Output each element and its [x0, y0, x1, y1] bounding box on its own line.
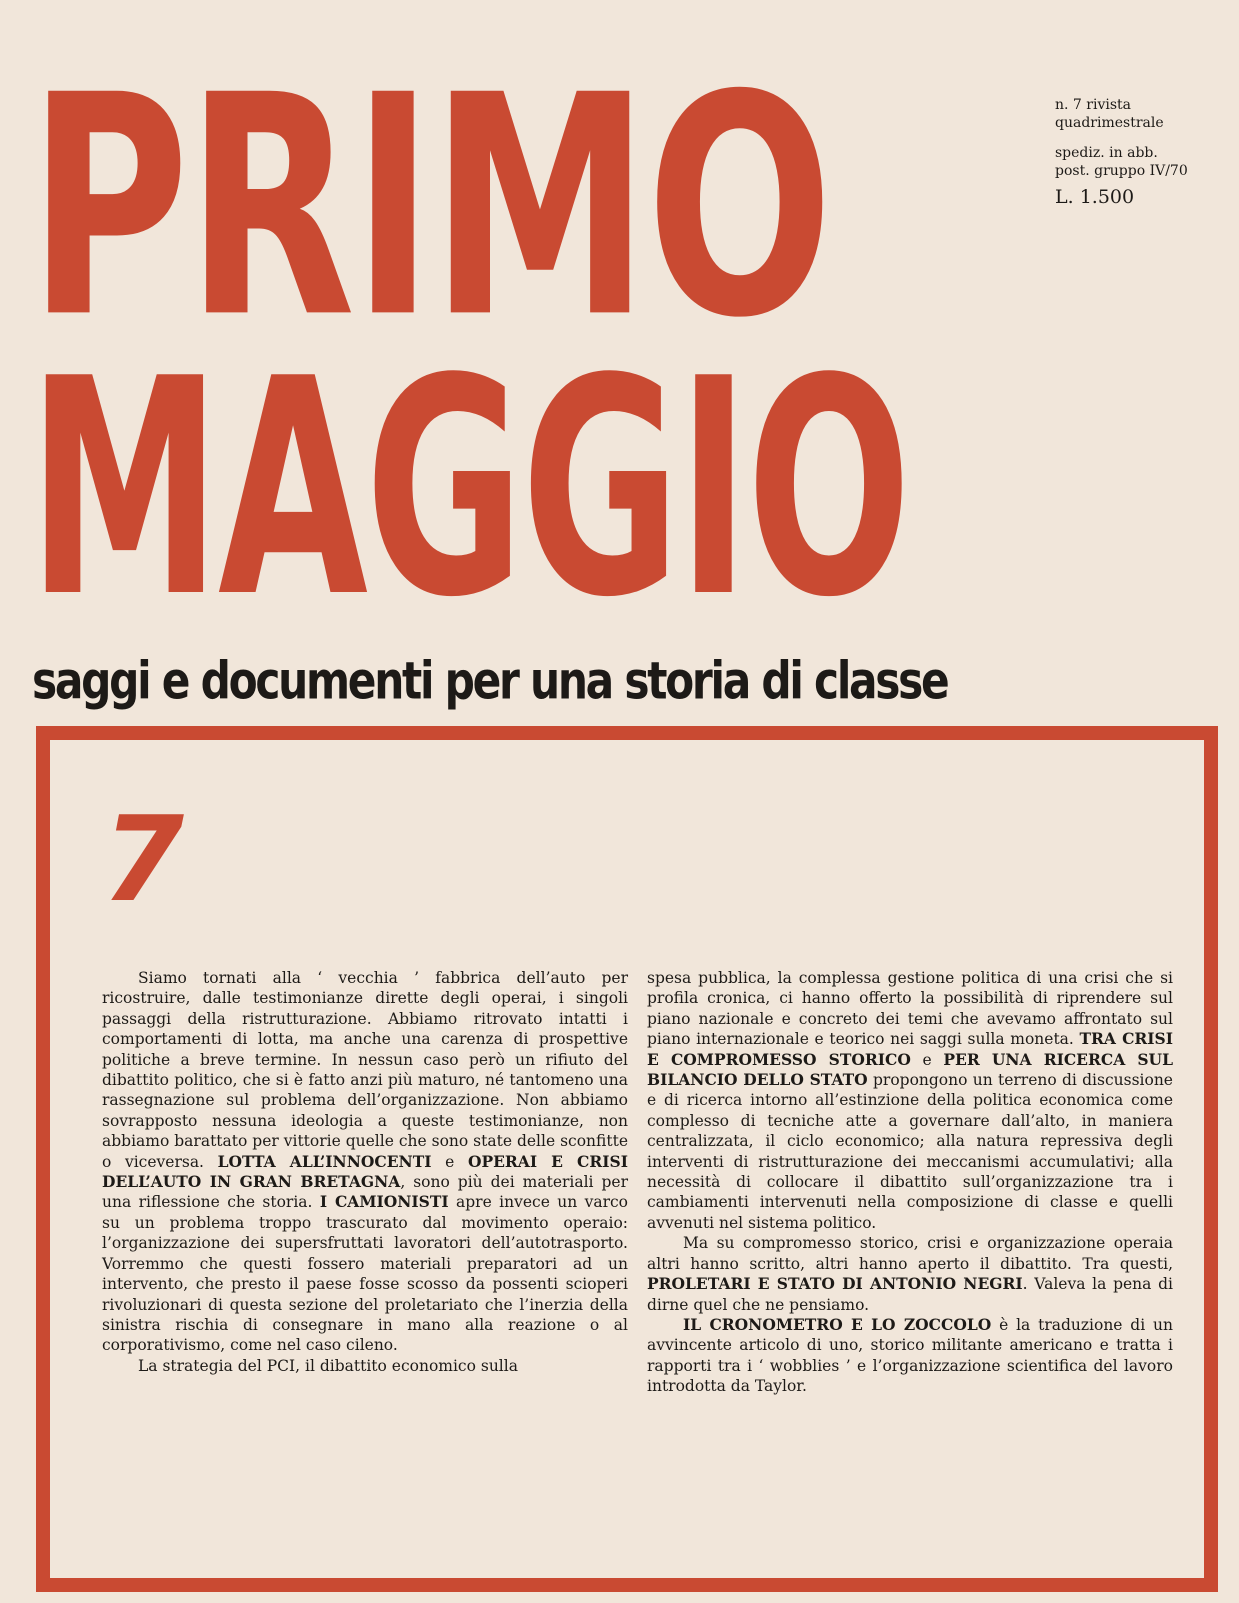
text-run: , sono più dei materiali per una riflessione che storia. [102, 1173, 628, 1212]
paragraph [102, 968, 628, 1356]
text-run: spesa pubblica, la complessa gestione politica di una crisi che si profila cronica, ci hanno offerto la possibilità di riprendere sul piano nazionale e concreto dei temi che avevamo affrontato sul piano internazionale e teorico nei saggi sulla moneta. [647, 969, 1173, 1049]
masthead-title-primo: PRIMO [28, 30, 830, 385]
paragraph [647, 968, 1173, 1233]
content-frame [36, 726, 1218, 1592]
postal-line-1: spediz. in abb. [1055, 145, 1158, 161]
article-title: OPERAI E CRISI DELL’AUTO IN GRAN BRETAGNA [102, 1151, 628, 1192]
masthead-subtitle: saggi e documenti per una storia di classe [32, 650, 948, 711]
text-column-left [102, 968, 628, 1376]
paragraph: La strategia del PCI, il dibattito economico sulla [138, 1356, 518, 1375]
text-column-right [647, 968, 1173, 1397]
price: L. 1.500 [1055, 186, 1135, 208]
paragraph [647, 1315, 1173, 1397]
article-title: PER UNA RICERCA SUL BILANCIO DELLO STATO [647, 1049, 1173, 1090]
issue-number: 7 [102, 790, 185, 928]
postal-line-2: post. gruppo IV/70 [1055, 163, 1188, 179]
article-title: I CAMIONISTI [319, 1192, 449, 1212]
text-run: è la traduzione di un avvincente articolo di uno, storico militante americano e tratta i rapporti tra i ‘ wobblies ’ e l’organizzazione scientifica del lavoro introdotta da Taylor. [647, 1315, 1173, 1396]
text-run: apre invece un varco su un problema troppo trascurato dal movimento operaio: l’organizzazione dei supersfruttati lavoratori dell’autotrasporto. Vorremmo che questi fossero materiali preparatori ad un intervento, che presto il paese fosse scosso da possenti scioperi rivoluzionari di questa sezione del proletariato che l’inerzia della sinistra rischia di consegnare in mano alla reazione o al corporativismo, come nel caso cileno. [102, 1193, 628, 1355]
text-run: propongono un terreno di discussione e di ricerca intorno all’estinzione della politica economica come complesso di tecniche atte a governare dall’alto, in maniera centralizzata, il ciclo economico; alla natura repressiva degli interventi di ristrutturazione dei meccanismi accumulativi; alla necessità di collocare il dibattito sull’organizzazione tra i cambiamenti intervenuti nella composizione di classe e quelli avvenuti nel sistema politico. [647, 1071, 1173, 1232]
text-run: . Valeva la pena di dirne quel che ne pensiamo. [647, 1275, 1174, 1314]
article-title: PROLETARI E STATO DI ANTONIO NEGRI [647, 1274, 1023, 1294]
article-title: IL CRONOMETRO E LO ZOCCOLO [683, 1314, 992, 1334]
text-run: Ma su compromesso storico, crisi e organizzazione operaia altri hanno scritto, altri hanno aperto il dibattito. Tra questi, [647, 1234, 1173, 1273]
periodicity: quadrimestrale [1055, 115, 1164, 131]
text-run: Siamo tornati alla ‘ vecchia ’ fabbrica dell’auto per ricostruire, dalle testimonianze dirette degli operai, i singoli passaggi della ristrutturazione. Abbiamo ritrovato intatti i comportamenti di lotta, ma anche una carenza di prospettive politiche a breve termine. In nessun caso però un rifiuto del dibattito politico, che si è fatto anzi più maturo, né tantomeno una rassegnazione sul problema dell’organizzazione. Non abbiamo sovrapposto nessuna ideologia a queste testimonianze, non abbiamo barattato per vittorie quelle che sono state delle sconfitte o viceversa. [102, 969, 628, 1171]
text-run: e [922, 1050, 932, 1069]
masthead-title-maggio: MAGGIO [28, 314, 909, 663]
text-run: e [445, 1152, 455, 1171]
issue-info [1055, 96, 1235, 206]
issue-line: n. 7 rivista [1055, 97, 1131, 113]
article-title: TRA CRISI E COMPROMESSO STORICO [647, 1029, 1173, 1069]
paragraph [647, 1233, 1173, 1315]
article-title: LOTTA ALL’INNOCENTI [217, 1151, 432, 1171]
